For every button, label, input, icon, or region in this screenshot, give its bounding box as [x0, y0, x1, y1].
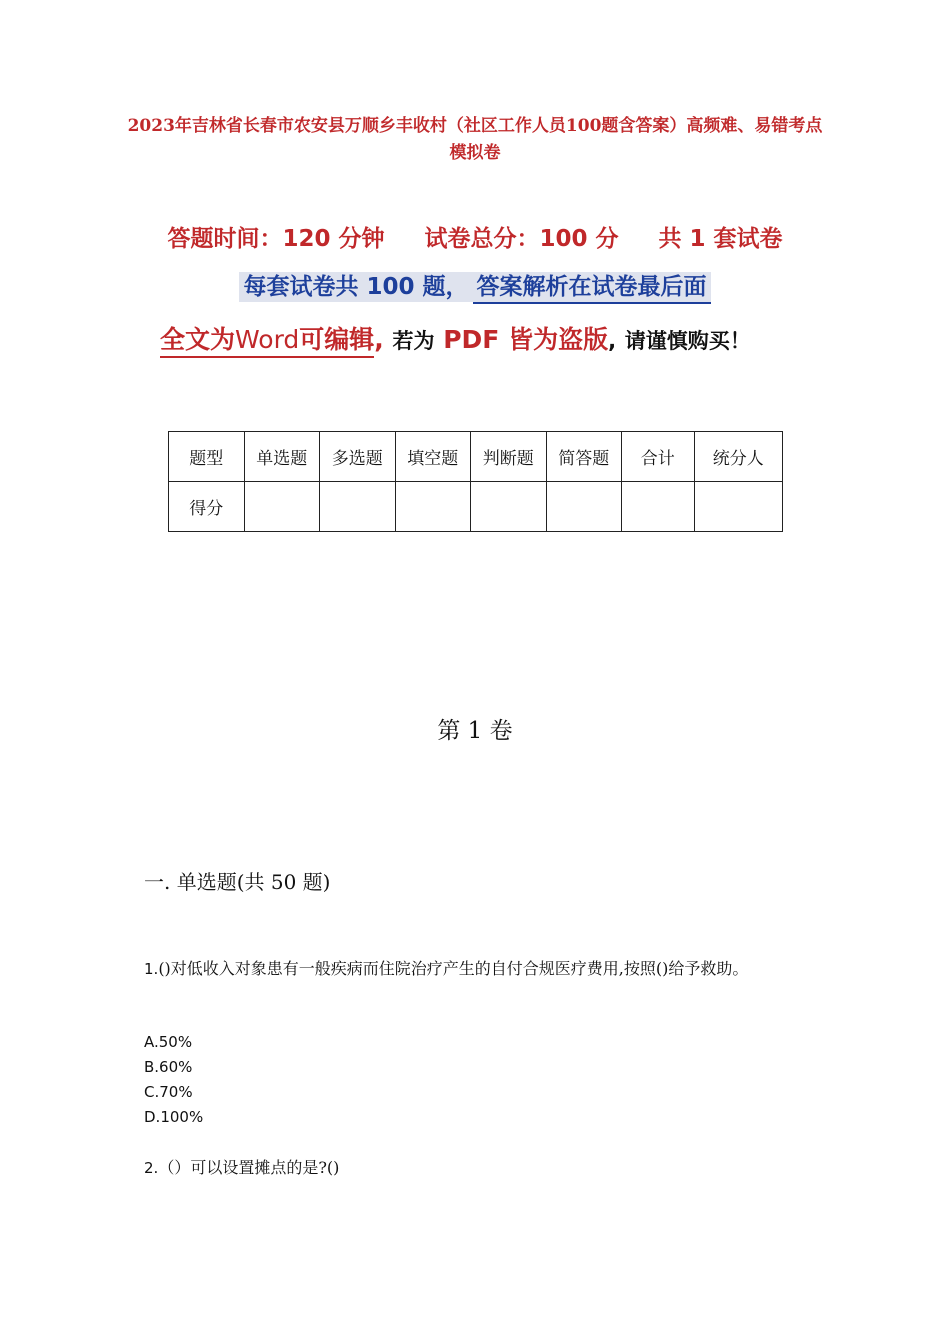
score-table-score-row — [169, 482, 783, 532]
score-cell — [622, 482, 695, 532]
option-b: B.60% — [144, 1058, 193, 1076]
question-2 — [144, 1155, 814, 1181]
pdf-piracy-text: PDF 皆为盗版 — [443, 325, 609, 354]
quanwen-text: 全文为 — [160, 325, 236, 354]
exam-set-count: 共 1 套试卷 — [658, 226, 783, 252]
exam-info — [0, 220, 950, 253]
header-cell: 单选题 — [244, 432, 320, 482]
question-text: ()对低收入对象患有一般疾病而住院治疗产生的自付合规医疗费用,按照()给予救助。 — [158, 959, 749, 978]
question-1-options — [144, 1030, 203, 1130]
question-number: 2. — [144, 1159, 159, 1177]
editable-text: 可编辑 — [299, 325, 375, 354]
word-notice — [160, 312, 800, 369]
header-cell: 简答题 — [546, 432, 622, 482]
word-text: Word — [235, 325, 300, 354]
row-label: 得分 — [169, 482, 245, 532]
score-cell — [244, 482, 320, 532]
page-title: 2023年吉林省长春市农安县万顺乡丰收村（社区工作人员100题含答案）高频难、易错考点模拟卷 — [127, 116, 823, 163]
header-cell: 统分人 — [694, 432, 782, 482]
exam-total-score: 试卷总分：100 分 — [424, 226, 619, 252]
score-cell — [694, 482, 782, 532]
word-editable-note — [160, 325, 374, 358]
score-cell — [320, 482, 396, 532]
ruowei-text: 若为 — [392, 329, 435, 353]
header-cell: 多选题 — [320, 432, 396, 482]
option-a: A.50% — [144, 1033, 193, 1051]
header-cell: 填空题 — [395, 432, 471, 482]
score-cell — [395, 482, 471, 532]
caution-text: 请谨慎购买！ — [624, 329, 751, 353]
comma-2: , — [608, 329, 617, 353]
header-cell: 题型 — [169, 432, 245, 482]
notice-part1: 每套试卷共 100 题， — [239, 272, 472, 302]
header-cell: 合计 — [622, 432, 695, 482]
comma-1: , — [374, 325, 384, 354]
question-number: 1. — [144, 960, 159, 978]
score-cell — [546, 482, 622, 532]
score-table-header-row — [169, 432, 783, 482]
question-1 — [144, 956, 814, 982]
option-c: C.70% — [144, 1083, 193, 1101]
option-d: D.100% — [144, 1108, 204, 1126]
question-text: （）可以设置摊点的是?() — [158, 1158, 340, 1177]
exam-time: 答题时间：120 分钟 — [167, 226, 385, 252]
answer-notice — [0, 268, 950, 301]
header-cell: 判断题 — [471, 432, 547, 482]
score-table — [168, 431, 783, 532]
volume-title: 第 1 卷 — [437, 718, 513, 744]
score-cell — [471, 482, 547, 532]
section-title: 一. 单选题(共 50 题) — [144, 870, 331, 894]
notice-part2: 答案解析在试卷最后面 — [473, 272, 711, 304]
